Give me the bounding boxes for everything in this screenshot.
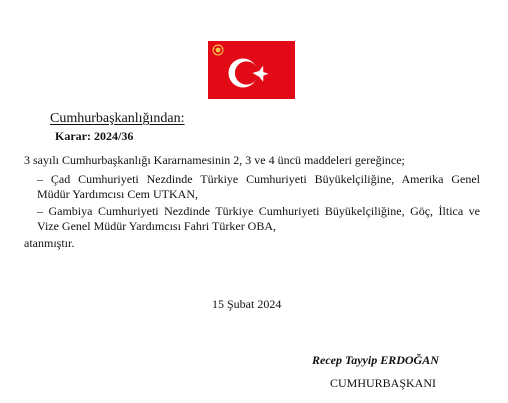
appointment-item-1-line-2: Müdür Yardımcısı Cem UTKAN,	[37, 187, 198, 201]
appointment-item-2-line-2: Vize Genel Müdür Yardımcısı Fahri Türker OBA,	[37, 219, 277, 233]
signer-name: Recep Tayyip ERDOĞAN	[312, 353, 439, 367]
closing-word: atanmıştır.	[24, 236, 75, 250]
decision-number: Karar: 2024/36	[55, 129, 134, 143]
signer-title: CUMHURBAŞKANI	[330, 376, 437, 390]
intro-paragraph: 3 sayılı Cumhurbaşkanlığı Kararnamesinin 2, 3 ve 4 üncü maddeleri gereğince;	[24, 153, 405, 167]
issuer-heading: Cumhurbaşkanlığından:	[50, 111, 185, 126]
presidential-seal-icon	[212, 43, 224, 55]
appointment-item-2-line-1: – Gambiya Cumhuriyeti Nezdinde Türkiye Cumhuriyeti Büyükelçiliğine, Göç, İltica ve	[37, 204, 480, 218]
appointment-item-1-line-1: – Çad Cumhuriyeti Nezdinde Türkiye Cumhuriyeti Büyükelçiliğine, Amerika Genel	[37, 172, 480, 186]
decision-date: 15 Şubat 2024	[212, 297, 282, 311]
